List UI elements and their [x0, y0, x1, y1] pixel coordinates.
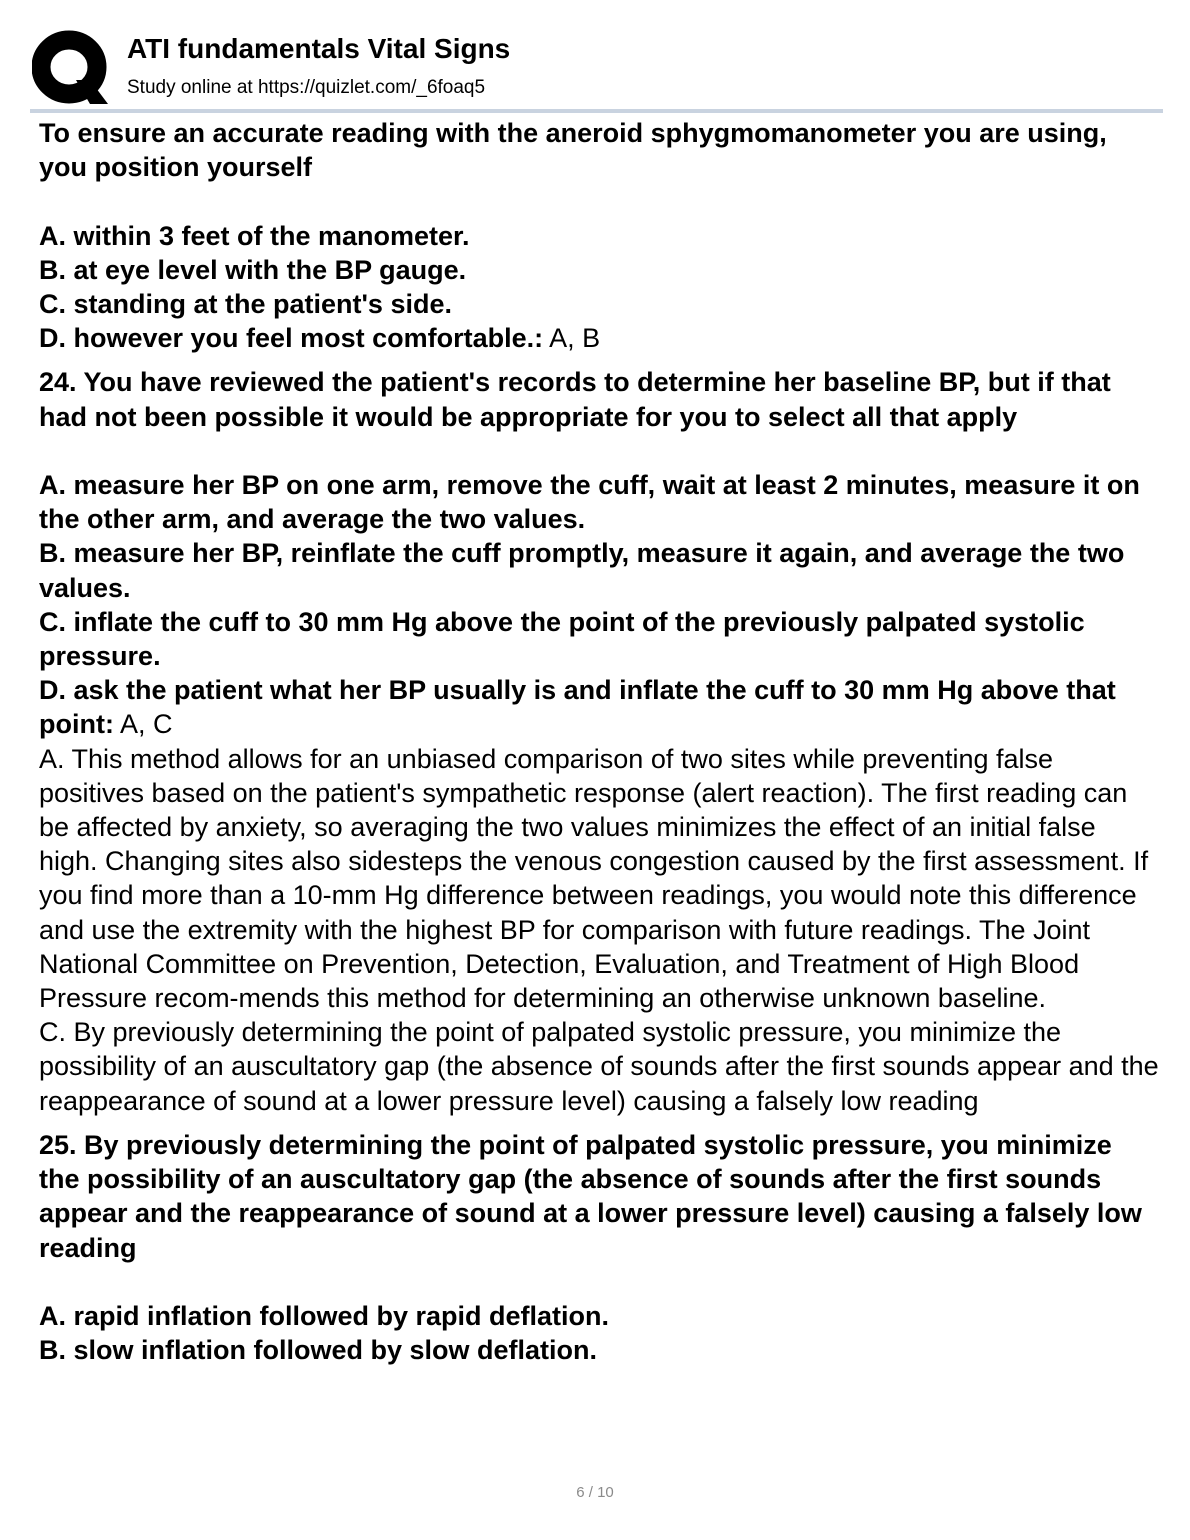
document-subtitle: Study online at https://quizlet.com/_6foaq5 — [127, 77, 486, 98]
document-title: ATI fundamentals Vital Signs — [127, 33, 511, 64]
quizlet-logo-icon — [32, 30, 108, 106]
page-number: 6 / 10 — [576, 1484, 614, 1501]
answer-text: A, B — [543, 323, 601, 354]
question-text: To ensure an accurate reading with the aneroid sphygmomanometer you are using, you position yourself A. within 3 feet of the manometer. B. at eye level with the BP gauge. C. standing at the patient's side. D. however you feel most comfortable.: — [39, 118, 1107, 354]
question-text: 25. By previously determining the point of palpated systolic pressure, you minimize the possibility of an auscultatory gap (the absence of sounds after the first sounds appear and the reappearance of sound at a lower pressure level) causing a falsely low reading A. rapid inflation followed by rapid deflation. B. slow inflation followed by slow deflation. — [39, 1129, 1142, 1366]
flashcard — [39, 1128, 1159, 1367]
header-divider — [30, 109, 1163, 113]
question-text: 24. You have reviewed the patient's records to determine her baseline BP, but if that had not been possible it would be appropriate for you to select all that apply A. measure her BP on one arm, remove the cuff, wait at least 2 minutes, measure it on the other arm, and average the two values. B. measure her BP, reinflate the cuff promptly, measure it again, and average the two values. C. inflate the cuff to 30 mm Hg above the point of the previously palpated systolic pressure. D. ask the patient what her BP usually is and inflate the cuff to 30 mm Hg above that point: — [39, 367, 1140, 740]
explanation-text: A. This method allows for an unbiased comparison of two sites while preventing false positives based on the patient's sympathetic response (alert reaction). The first reading can be affected by anxiety, so averaging the two values minimizes the effect of an initial false high. Changing sites also sidesteps the venous congestion caused by the first assessment. If you find more than a 10-mm Hg difference between readings, you would note this difference and use the extremity with the highest BP for comparison with future readings. The Joint National Committee on Prevention, Detection, Evaluation, and Treatment of High Blood Pressure recom-mends this method for determining an otherwise unknown baseline. C. By previously determining the point of palpated systolic pressure, you minimize the possibility of an auscultatory gap (the absence of sounds after the first sounds appear and the reappearance of sound at a lower pressure level) causing a falsely low reading — [39, 743, 1159, 1116]
flashcard — [39, 116, 1159, 355]
answer-text: A, C — [113, 709, 173, 740]
flashcard-list — [39, 116, 1159, 1377]
flashcard — [39, 365, 1159, 1117]
document-header — [32, 28, 1162, 108]
